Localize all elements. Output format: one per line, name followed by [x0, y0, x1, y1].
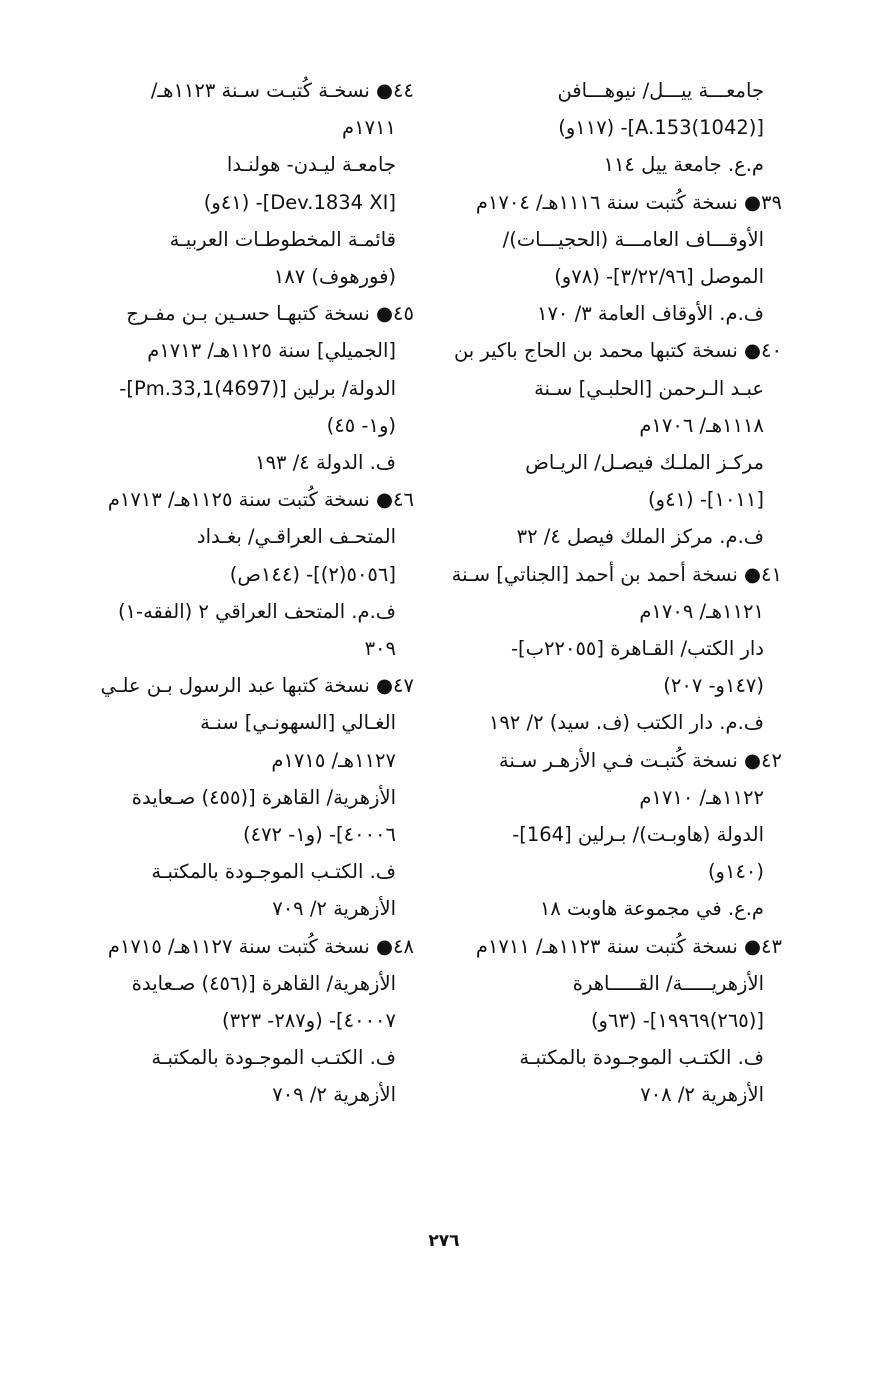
entry-heading: ٤١● نسخة أحمد بن أحمد [الجناتي] سـنة — [452, 562, 782, 586]
entry-line: الغـالي [السهونـي] سنـة — [200, 711, 396, 735]
catalog-entry — [62, 72, 414, 295]
entry-line: ١١١٨هـ/ ١٧٠٦م — [639, 413, 764, 437]
entry-line: جامعـة ليـدن- هولنـدا — [226, 153, 396, 177]
entry-line: جامعـــة ييـــل/ نيوهـــافن — [557, 79, 764, 102]
entry-line: [A.153(1042)]- (١١٧و) — [558, 116, 764, 140]
catalog-entry — [452, 742, 782, 928]
reference-line: م.ع. في مجموعة هاوبت ١٨ — [539, 897, 764, 921]
reference-note — [452, 146, 782, 183]
entry-line: (و١- ٤٥) — [326, 413, 396, 437]
entry-line: (١٤٧و- ٢٠٧) — [663, 674, 764, 698]
entry-heading: ٤٠● نسخة كتبها محمد بن الحاج باكير بن — [453, 339, 782, 363]
catalog-entry — [452, 928, 782, 1114]
reference-line: (فورهوف) ١٨٧ — [273, 265, 396, 289]
reference-line: ف. الكتـب الموجـودة بالمكتبـة — [151, 1046, 396, 1070]
reference-line: ف. الكتـب الموجـودة بالمكتبـة — [519, 1046, 764, 1070]
reference-line: قائمـة المخطوطـات العربيـة — [169, 227, 396, 251]
entry-heading: ٤٤● نسخـة كُتبـت سـنة ١١٢٣هـ/ — [150, 79, 414, 102]
reference-line: ف.م. الأوقاف العامة ٣/ ١٧٠ — [536, 302, 764, 326]
entry-line: دار الكتب/ القـاهرة [٢٢٠٥٥ب]- — [511, 637, 764, 661]
entry-line: الأوقـــاف العامـــة (الحجيـــات)/ — [502, 227, 764, 251]
entry-line: ٤٠٠٠٦]- (و١- ٤٧٢) — [242, 823, 396, 847]
entry-line: ١٧١١م — [342, 116, 396, 140]
entry-heading: ٤٦● نسخة كُتبت سنة ١١٢٥هـ/ ١٧١٣م — [107, 488, 414, 512]
catalog-entry — [62, 667, 414, 927]
entry-heading: ٤٥● نسخة كتبهـا حسـين بـن مفـرج — [126, 302, 414, 326]
entry-line: الأزهريـــــة/ القـــــاهرة — [572, 971, 764, 995]
catalog-entry — [62, 928, 414, 1114]
entry-line: (١٤٠و) — [707, 860, 764, 884]
reference-line: ف.م. دار الكتب (ف. سيد) ٢/ ١٩٢ — [488, 711, 764, 735]
catalog-entry — [452, 556, 782, 742]
entry-line: الأزهرية/ القاهرة [(٤٥٦) صـعايدة — [131, 971, 396, 995]
catalog-entry — [452, 184, 782, 333]
entry-heading: ٤٨● نسخة كُتبت سنة ١١٢٧هـ/ ١٧١٥م — [107, 934, 414, 958]
entry-line: الدولة (هاوبـت)/ بـرلين [164]- — [512, 823, 764, 847]
entry-line: [٥٠٥٦(٢)]- (١٤٤ص) — [229, 562, 396, 586]
reference-line: ف. الدولة ٤/ ١٩٣ — [255, 451, 396, 475]
entry-line: [Dev.1834 XI]- (٤١و) — [203, 190, 396, 214]
right-column — [452, 72, 782, 1114]
entry-line: الدولة/ برلين [Pm.33,1(4697)]- — [119, 376, 396, 400]
catalog-entry — [62, 481, 414, 667]
entry-line: ١١٢٢هـ/ ١٧١٠م — [639, 785, 764, 809]
entry-line: [١٠١١]- (٤١و) — [648, 488, 764, 512]
catalog-entry — [452, 332, 782, 555]
entry-line: عبـد الـرحمن [الحلبـي] سـنة — [534, 376, 764, 400]
reference-line: ٣٠٩ — [364, 637, 396, 661]
entry-line: مركـز الملـك فيصـل/ الريـاض — [525, 451, 764, 475]
entry-line: ٤٠٠٠٧]- (و٢٨٧- ٣٢٣) — [222, 1009, 396, 1033]
entry-line: الأزهرية/ القاهرة [(٤٥٥) صـعايدة — [131, 785, 396, 809]
catalog-entry — [62, 295, 414, 481]
entry-heading: ٤٢● نسخة كُتبـت فـي الأزهـر سـنة — [498, 748, 782, 772]
reference-line: الأزهرية ٢/ ٧٠٨ — [640, 1083, 764, 1107]
entry-line: ١١٢١هـ/ ١٧٠٩م — [639, 599, 764, 623]
entry-heading: ٤٣● نسخة كُتبت سنة ١١٢٣هـ/ ١٧١١م — [475, 934, 782, 958]
reference-line: م.ع. جامعة ييل ١١٤ — [603, 153, 764, 177]
page-number: ٢٧٦ — [428, 1231, 460, 1251]
reference-line: ف.م. المتحف العراقي ٢ (الفقه-١) — [117, 599, 396, 623]
reference-line: الأزهرية ٢/ ٧٠٩ — [272, 1083, 396, 1107]
entry-line: الموصل [٣/٢٢/٩٦]- (٧٨و) — [554, 265, 764, 289]
left-column — [62, 72, 414, 1114]
entry-line: [(٢٦٥)١٩٩٦٩]- (٦٣و) — [590, 1009, 764, 1033]
entry-heading: ٤٧● نسخة كتبها عبد الرسول بـن علـي — [100, 674, 414, 698]
entry-line: [الجميلي] سنة ١١٢٥هـ/ ١٧١٣م — [147, 339, 396, 363]
entry-heading: ٣٩● نسخة كُتبت سنة ١١١٦هـ/ ١٧٠٤م — [475, 190, 782, 214]
entry-line: ١١٢٧هـ/ ١٧١٥م — [271, 748, 396, 772]
reference-line: ف.م. مركز الملك فيصل ٤/ ٣٢ — [516, 525, 764, 549]
continuation-block — [452, 72, 782, 146]
reference-line: الأزهرية ٢/ ٧٠٩ — [272, 897, 396, 921]
entry-line: المتحـف العراقـي/ بغـداد — [196, 525, 396, 549]
reference-line: ف. الكتـب الموجـودة بالمكتبـة — [151, 860, 396, 884]
